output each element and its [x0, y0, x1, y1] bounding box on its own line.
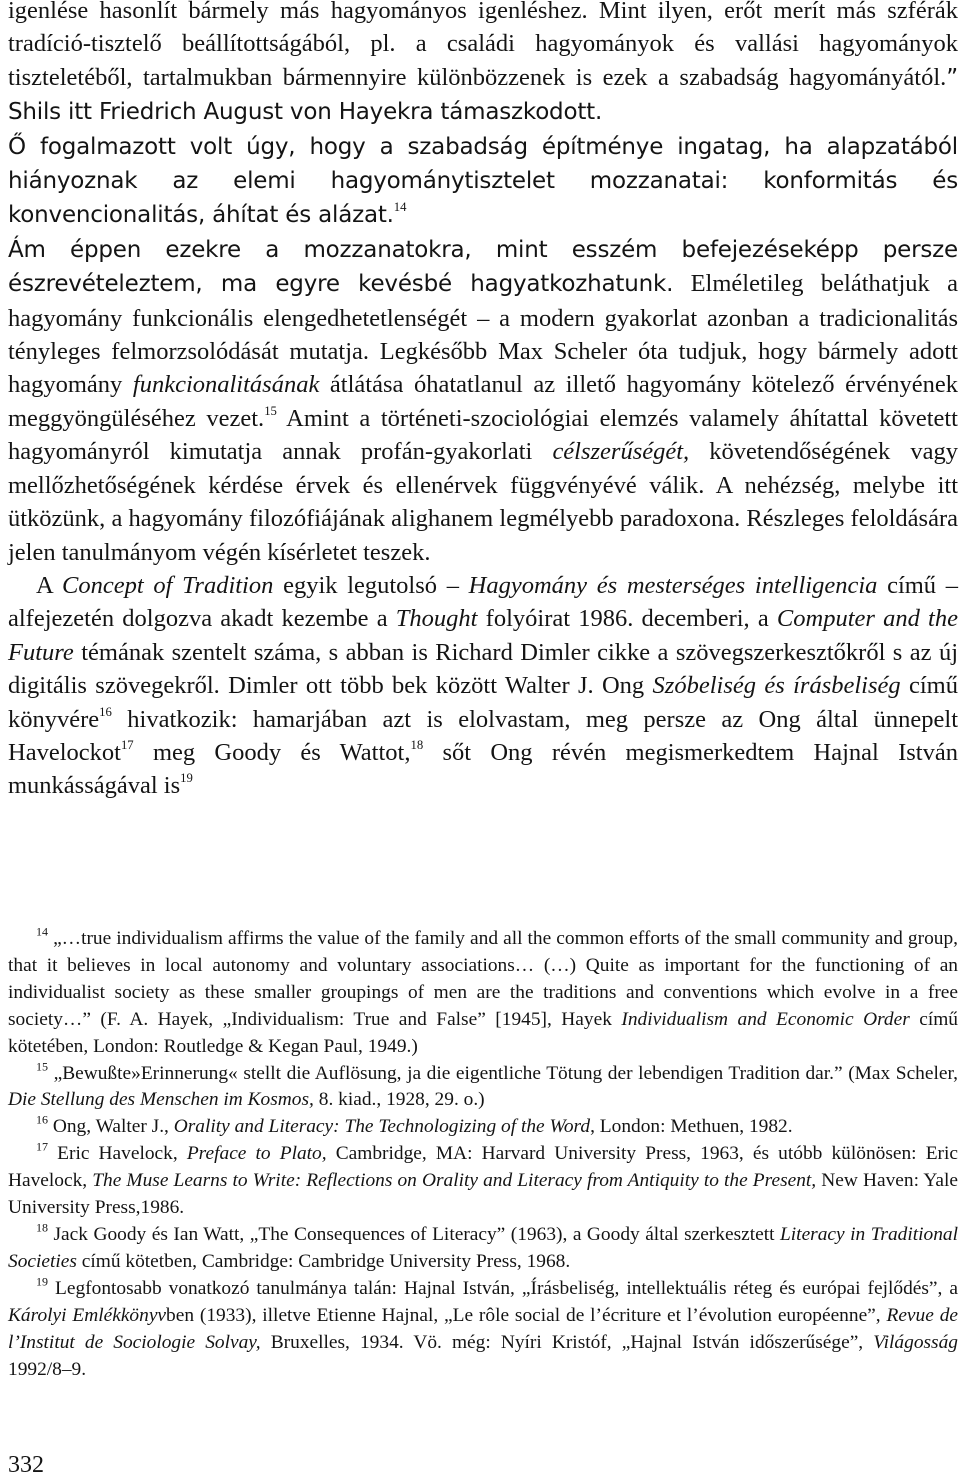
italic-text: Concept of Tradition: [62, 571, 274, 599]
footnote: [8, 1114, 958, 1141]
page: [8, 0, 958, 803]
page-number: 332: [8, 1452, 44, 1478]
italic-text: Szóbeliség és írásbeliség: [652, 672, 901, 700]
footnote-marker: 15: [264, 404, 277, 419]
body-text: [8, 0, 958, 803]
paragraph: [8, 233, 958, 569]
text-run: „…true individualism affirms the value of the family and all the common efforts of the small community and group, that it believes in local autonomy and voluntary associations… (…) Quite as important for the functioning of an individualist society as these smaller groupings of men are the traditions and conventions which evolve in a free society…” (F. A. Hayek, „Individualism: True and False” [1945], Hayek: [8, 928, 958, 1030]
text-run: átlátása óhatatlanul az illető hagyomány kötelező érvényének meggyöngüléséhez vezet.: [8, 371, 958, 432]
text-run: igenlése hasonlít bármely más hagyományos igenléshez. Mint ilyen, erőt merít más szférák tradíció-tisztelő beállítottságából, pl. a családi hagyományok és vallási hagyományok tiszteletéből, tartalmukban bármennyire különbözzenek is ezek a szabadság hagyományától.: [8, 0, 958, 91]
italic-text: Károlyi Emlékkönyv: [8, 1304, 167, 1326]
text-run: Jack Goody és Ian Watt, „The Consequences of Literacy” (1963), a Goody által szerkesztett: [48, 1223, 781, 1245]
text-run: Ám éppen ezekre a mozzanatokra, mint esszém befejezéseképp persze észrevételeztem, ma egyre kevésbé hagyatkozhatunk.: [8, 236, 958, 298]
text-run: 1992/8–9.: [8, 1358, 87, 1380]
text-run: című – alfejezetén dolgozva akadt kezembe a: [8, 571, 958, 633]
footnote-marker: 15: [36, 1059, 49, 1074]
italic-text: Világosság: [873, 1331, 958, 1353]
text-run: „Bewußte»Erinnerung« stellt die Auflösung, ja die eigentliche Tötung der lebendigen Tradition dar.” (Max Scheler,: [48, 1062, 958, 1084]
text-run: ben (1933), illetve Etienne Hajnal, „Le rôle social de l’écriture et l’évolution européenne”,: [166, 1304, 887, 1326]
footnotes: [8, 926, 958, 1383]
italic-text: Literacy in Traditional Societies: [8, 1223, 958, 1272]
text-run: meg Goody és Wattot,: [133, 738, 411, 766]
text-run: Bruxelles, 1934. Vö. még: Nyíri Kristóf, „Hajnal István időszerűsége”,: [260, 1331, 874, 1353]
text-run: követendőségének vagy mellőzhetőségének kérdése érvek és ellenérvek függvényévé válik. A nehézség, melybe itt ütközünk, a hagyomány filozófiájának alighanem legmélyebb paradoxona. Részleges feloldására jelen tanulmányom végén kísérletet teszek.: [8, 438, 958, 566]
text-run: Elméletileg beláthatjuk a hagyomány funkcionális elengedhetetlenségét – a modern gyakorlat azonban a tradicionalitás tényleges felmorzsolódását mutatja. Legkésőbb Max Scheler óta tudjuk, hogy bármely adott hagyomány: [8, 270, 959, 399]
text-run: sőt Ong révén megismerkedtem Hajnal István munkásságával is: [8, 738, 958, 800]
footnote-marker: 16: [99, 704, 112, 719]
footnote-marker: 17: [120, 738, 134, 753]
text-run: Eric Havelock,: [48, 1143, 187, 1165]
footnote: [8, 1141, 958, 1222]
footnote-marker: 16: [36, 1112, 49, 1127]
text-run: folyóirat 1986. decemberi, a: [477, 605, 777, 633]
footnote: [8, 1276, 958, 1384]
italic-text: Thought: [395, 605, 478, 633]
footnote-marker: 19: [180, 771, 193, 786]
text-run: Cambridge, MA: Harvard University Press, 1963, és utóbb különösen: Eric Havelock,: [8, 1143, 958, 1192]
text-run: , London: Methuen, 1982.: [590, 1116, 793, 1138]
text-run: ” Shils itt Friedrich August von Hayekra támaszkodott.: [8, 64, 958, 126]
footnote: [8, 926, 958, 1061]
footnote-marker: 19: [36, 1274, 49, 1289]
paragraph: [8, 130, 958, 233]
text-run: egyik legutolsó –: [273, 571, 469, 599]
italic-text: Individualism and Economic Order: [621, 1008, 910, 1030]
text-run: Ő fogalmazott volt úgy, hogy a szabadság építménye ingatag, ha alapzatából hiányoznak az elemi hagyománytisztelet mozzanatai: konformitás és konvencionalitás, áhítat és alázat.: [8, 133, 958, 229]
footnote-marker: 14: [36, 924, 49, 939]
footnote-marker: 17: [36, 1139, 49, 1154]
text-run: témának szentelt száma, s abban is Richard Dimler cikke a szövegszerkesztőkről s az új digitális szövegekről. Dimler ott több bek között Walter J. Ong: [8, 638, 958, 700]
italic-text: funkcionalitásának: [132, 371, 320, 399]
text-run: hivatkozik: hamarjában azt is elolvastam, meg persze az Ong által ünnepelt Havelockot: [8, 705, 958, 766]
italic-text: Preface to Plato,: [186, 1143, 327, 1165]
text-run: című kötetben, Cambridge: Cambridge University Press, 1968.: [76, 1250, 571, 1272]
italic-text: The Muse Learns to Write: Reflections on Orality and Literacy from Antiquity to the Present,: [92, 1170, 817, 1192]
paragraph: [8, 569, 958, 803]
footnote: [8, 1061, 958, 1115]
footnote-marker: 18: [410, 738, 424, 753]
paragraph: [8, 0, 958, 130]
footnote: [8, 1222, 958, 1276]
text-run: New Haven: Yale University Press,1986.: [8, 1170, 958, 1219]
text-run: A: [36, 571, 63, 599]
italic-text: célszerűségét,: [552, 438, 690, 466]
italic-text: Revue de l’Institut de Sociologie Solvay,: [8, 1304, 958, 1353]
text-run: Legfontosabb vonatkozó tanulmánya talán: Hajnal István, „Írásbeliség, intellektuális réteg és európai fejlődés”, a: [48, 1277, 958, 1299]
italic-text: Orality and Literacy: The Technologizing of the Word: [173, 1116, 591, 1138]
text-run: 8. kiad., 1928, 29. o.): [313, 1089, 485, 1111]
text-run: Amint a történeti-szociológiai elemzés valamely áhítattal követett hagyományról kimutatja annak profán-gyakorlati: [8, 404, 958, 466]
text-run: című könyvére: [8, 672, 958, 733]
italic-text: Computer and the Future: [8, 605, 958, 666]
footnote-marker: 14: [393, 200, 407, 215]
text-run: Ong, Walter J.,: [48, 1116, 174, 1138]
italic-text: Hagyomány és mesterséges intelligencia: [468, 571, 878, 599]
text-run: című kötetében, London: Routledge & Kegan Paul, 1949.): [8, 1008, 958, 1057]
footnote-marker: 18: [36, 1220, 49, 1235]
italic-text: Die Stellung des Menschen im Kosmos,: [8, 1089, 314, 1111]
